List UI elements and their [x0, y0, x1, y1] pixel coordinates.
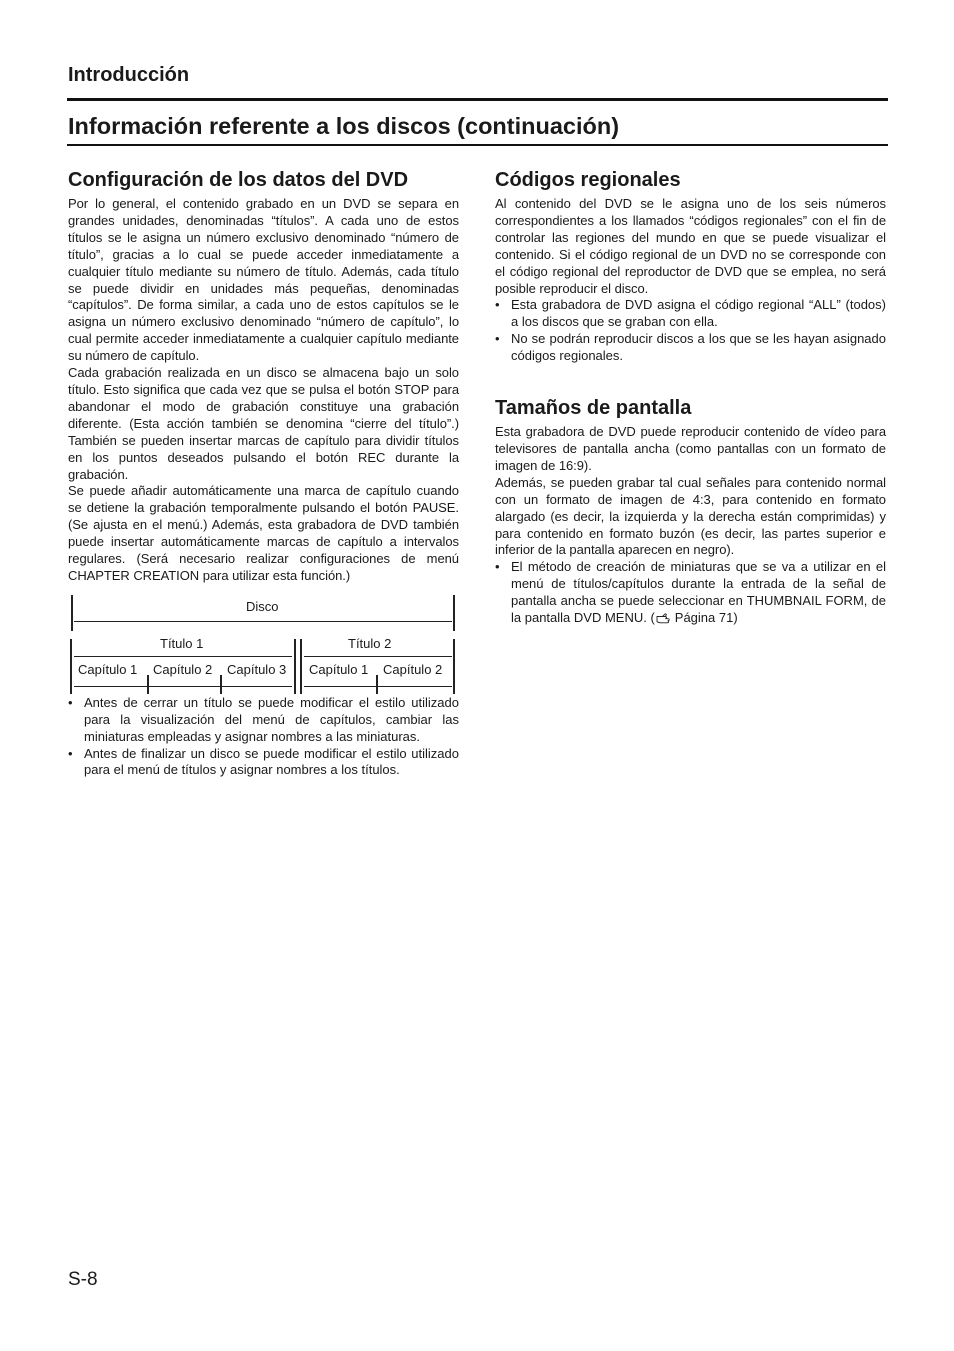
diagram-title2-right-bar [453, 639, 455, 694]
list-item [495, 559, 886, 629]
section-spacer [495, 365, 886, 395]
diagram-t2-chapter-line [304, 686, 452, 687]
dvd-structure-paragraph: Por lo general, el contenido grabado en un DVD se separa en grandes unidades, denominadas “títulos”. A cada uno de estos títulos se le asigna un número exclusivo denominado “número de título”, gracias a lo cual se puede acceder inmediatamente a cualquier título mediante su número de título. Además, cada título se puede dividir en unidades más pequeñas, denominadas “capítulos”. De forma similar, a cada uno de estos capítulos se le asigna un número exclusivo denominado “número de capítulo”, lo cual permite acceder inmediatamente a cualquier capítulo mediante su número de capítulo. [68, 196, 459, 364]
diagram-title2-label: Título 2 [348, 635, 392, 651]
screen-sizes-heading: Tamaños de pantalla [495, 397, 692, 420]
regional-codes-paragraph: Al contenido del DVD se le asigna uno de los seis números correspondientes a los llamados “códigos regionales” con el fin de controlar las regiones del mundo en que se puede visualizar el contenido. Si el código regional de un DVD no se corresponde con el código regional del reproductor de DVD que se emplea, no será posible reproducir el disco. [495, 196, 886, 296]
right-column [495, 167, 886, 629]
bullet-glyph: • [68, 745, 73, 761]
diagram-t1-chapter-3: Capítulo 3 [227, 661, 287, 677]
diagram-chapter-divider [147, 675, 149, 694]
page-reference: Página 71) [674, 610, 738, 626]
bullet-text: No se podrán reproducir discos a los que se les hayan asignado códigos regionales. [511, 331, 886, 364]
regional-codes-heading: Códigos regionales [495, 169, 681, 191]
bullet-text: Antes de finalizar un disco se puede modificar el estilo utilizado para el menú de títulos y asignar nombres a los títulos. [84, 745, 459, 778]
page-number: S-8 [68, 1269, 98, 1290]
diagram-title2-line [304, 656, 452, 657]
diagram-t1-chapter-line [74, 686, 292, 687]
header-rule-thin [67, 144, 888, 146]
left-column [68, 167, 459, 779]
screen-sizes-bullets [495, 559, 886, 629]
diagram-chapter-divider [376, 675, 378, 694]
regional-codes-bullets [495, 297, 886, 365]
diagram-disc-left-bar [71, 595, 73, 631]
diagram-title2-left-bar [300, 639, 302, 694]
list-item [68, 746, 459, 780]
diagram-t1-chapter-1: Capítulo 1 [78, 661, 138, 677]
diagram-t2-chapter-1: Capítulo 1 [309, 661, 369, 677]
diagram-disc-label: Disco [246, 598, 279, 614]
page-title: Información referente a los discos (continuación) [68, 113, 620, 139]
diagram-disc-right-bar [453, 595, 455, 631]
bullet-glyph: • [495, 559, 500, 575]
disc-structure-diagram [68, 595, 459, 695]
bullet-glyph: • [495, 331, 500, 347]
dvd-structure-bullets [68, 695, 459, 780]
dvd-structure-paragraph: Cada grabación realizada en un disco se almacena bajo un solo título. Esto significa que cada vez que se pulsa el botón STOP para abandonar el modo de grabación constituye una grabación diferente. (Esta acción también se denomina “cierre del título”.) También se pueden insertar marcas de capítulo para dividir títulos en los puntos deseados pulsando el botón REC durante la grabación. [68, 365, 459, 482]
diagram-title1-right-bar [294, 639, 296, 694]
bullet-text: Antes de cerrar un título se puede modificar el estilo utilizado para la visualización del menú de capítulos, cambiar las miniaturas empleadas y asignar nombres a las miniaturas. [84, 694, 459, 744]
dvd-structure-paragraph: Se puede añadir automáticamente una marca de capítulo cuando se detiene la grabación temporalmente pulsando el botón PAUSE. (Se ajusta en el menú.) Además, esta grabadora de DVD también puede insertar automáticamente marcas de capítulo a intervalos regulares. (Será necesario realizar configuraciones de menú CHAPTER CREATION para utilizar esta función.) [68, 483, 459, 583]
pointing-hand-icon [656, 612, 672, 629]
diagram-t1-chapter-2: Capítulo 2 [153, 661, 213, 677]
diagram-t2-chapter-2: Capítulo 2 [383, 661, 443, 677]
section-label: Introducción [68, 64, 190, 86]
screen-sizes-paragraph: Además, se pueden grabar tal cual señales para contenido normal con un formato de imagen de 4:3, para contenido en formato alargado (es decir, la izquierda y la derecha están comprimidas) y para contenido en formato buzón (es decir, las partes superior e inferior de la pantalla aparecen en negro). [495, 474, 886, 558]
header-rule-thick [67, 98, 888, 101]
list-item [495, 297, 886, 331]
diagram-disc-line [74, 621, 452, 622]
dvd-structure-heading: Configuración de los datos del DVD [68, 169, 409, 191]
list-item [68, 695, 459, 746]
bullet-text: El método de creación de miniaturas que se va a utilizar en el menú de títulos/capítulos durante la entrada de la señal de pantalla ancha se puede seleccionar en THUMBNAIL FORM, de la pantalla DVD MENU. ( [511, 559, 886, 626]
list-item [495, 331, 886, 365]
bullet-text: Esta grabadora de DVD asigna el código regional “ALL” (todos) a los discos que se graban con ella. [511, 297, 886, 330]
bullet-glyph: • [495, 297, 500, 313]
diagram-title1-left-bar [70, 639, 72, 694]
diagram-chapter-divider [220, 675, 222, 694]
screen-sizes-paragraph: Esta grabadora de DVD puede reproducir contenido de vídeo para televisores de pantalla ancha (como pantallas con un formato de imagen de 16:9). [495, 424, 886, 473]
diagram-title1-label: Título 1 [160, 635, 204, 651]
bullet-glyph: • [68, 694, 73, 710]
diagram-title1-line [74, 656, 292, 657]
